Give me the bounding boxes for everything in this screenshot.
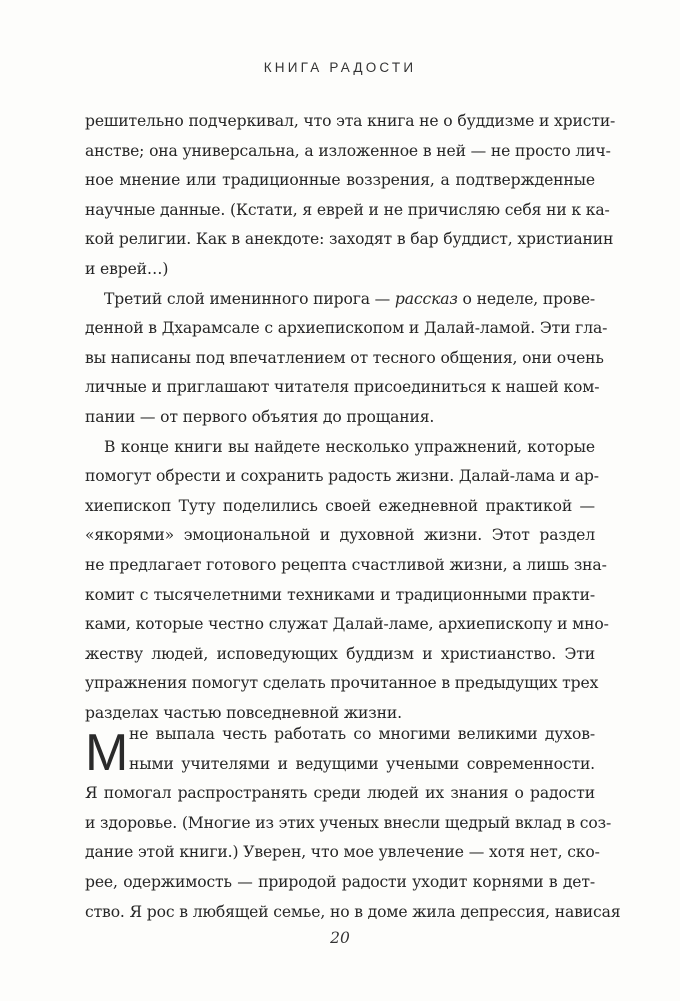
text-line: помогут обрести и сохранить радость жизни. Далай-лама и ар- <box>85 467 599 486</box>
text-line: комит с тысячелетними техниками и традиционными практи- <box>85 585 595 604</box>
text-line: разделах частью повседневной жизни. <box>85 703 402 722</box>
text-line: хиепископ Туту поделились своей ежедневной практикой — <box>85 496 595 515</box>
text-line: вы написаны под впечатлением от тесного общения, они очень <box>85 348 604 367</box>
paragraph-2 <box>85 285 608 433</box>
section-with-drop-cap <box>85 720 621 927</box>
italic-word: рассказ <box>394 289 458 308</box>
text-line: кой религии. Как в анекдоте: заходят в бар буддист, христианин <box>85 230 614 249</box>
text-line: ное мнение или традиционные воззрения, а подтвержденные <box>85 171 595 190</box>
text-line: упражнения помогут сделать прочитанное в предыдущих трех <box>85 674 599 693</box>
text-line <box>85 285 595 315</box>
text-line: и еврей…) <box>85 259 169 278</box>
text-line: жеству людей, исповедующих буддизм и христианство. Эти <box>85 644 595 663</box>
drop-cap-block <box>85 720 595 782</box>
text-span: Третий слой именинного пирога — <box>104 289 395 308</box>
text-line: ными учителями и ведущими учеными современности. <box>129 754 595 773</box>
text-line: В конце книги вы найдете несколько упражнений, которые <box>104 437 595 456</box>
drop-cap: М <box>85 724 129 782</box>
text-line: пании — от первого объятия до прощания. <box>85 407 435 426</box>
text-line: не выпала честь работать со многими великими духов- <box>129 725 595 743</box>
running-head-title: КНИГА РАДОСТИ <box>263 60 417 75</box>
text-line: ками, которые честно служат Далай-ламе, архиепископу и мно- <box>85 615 609 634</box>
text-line: Я помогал распространять среди людей их знания о радости <box>85 784 595 803</box>
text-line: личные и приглашают читателя присоединиться к нашей ком- <box>85 378 600 397</box>
text-line: рее, одержимость — природой радости уходит корнями в дет- <box>85 872 595 891</box>
paragraph-1 <box>85 107 616 285</box>
text-span: о неделе, прове- <box>457 289 596 308</box>
text-line: денной в Дхарамсале с архиепископом и Далай-ламой. Эти гла- <box>85 319 608 338</box>
text-line: и здоровье. (Многие из этих ученых внесли щедрый вклад в соз- <box>85 813 612 832</box>
text-line: решительно подчеркивал, что эта книга не о буддизме и христи- <box>85 112 616 130</box>
text-line: не предлагает готового рецепта счастливой жизни, а лишь зна- <box>85 555 607 574</box>
paragraph-3 <box>85 433 609 729</box>
text-line: дание этой книги.) Уверен, что мое увлечение — хотя нет, ско- <box>85 843 600 862</box>
text-line: ство. Я рос в любящей семье, но в доме жила депрессия, нависая <box>85 902 621 921</box>
text-line: научные данные. (Кстати, я еврей и не причисляю себя ни к ка- <box>85 200 610 219</box>
drop-cap-lines <box>129 720 595 779</box>
text-line: «якорями» эмоциональной и духовной жизни. Этот раздел <box>85 526 595 545</box>
text-line: анстве; она универсальна, а изложенное в ней — не просто лич- <box>85 141 611 160</box>
page-number: 20 <box>330 929 350 947</box>
body-text <box>85 107 616 728</box>
